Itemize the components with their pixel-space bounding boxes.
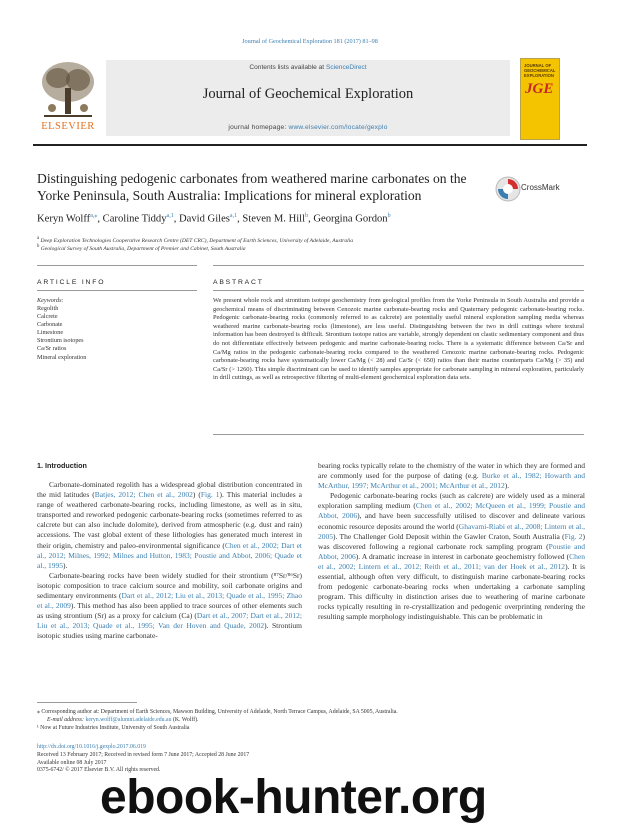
divider-left-2 [37, 290, 197, 291]
section-heading-introduction: 1. Introduction [37, 461, 87, 470]
abstract-bottom-rule [213, 434, 584, 435]
citation-link[interactable]: Chen et al., 2002; Lintern et al., 2012; Reith et al., 2011; van der Hoek et al., 2012 [318, 551, 586, 571]
article-title: Distinguishing pedogenic carbonates from weathered marine carbonates on the Yorke Peninsula, South Australia: Implications for mineral exploration [37, 171, 467, 203]
article-info-heading: ARTICLE INFO [37, 279, 106, 286]
author-name[interactable]: Keryn Wolff [37, 213, 91, 225]
body-text: ) isotopic composition to trace calcium source and mobility, soil carbonate origins and sedimentary environments ( [37, 570, 302, 601]
body-text: ). A dramatic increase in interest in carbonate geochemistry followed ( [355, 551, 570, 561]
divider-right [213, 265, 584, 266]
affiliation-a-marker: a [37, 236, 40, 241]
author-name[interactable]: Steven M. Hill [242, 213, 306, 225]
keyword-item: Regolith [37, 305, 59, 312]
body-text: ). This material includes a range of weathered carbonate-bearing rocks, including limestone, as well as in situ, transported and reworked pedogenic carbonate-bearing rocks (sometimes referred to as calcrete but can also include dolomite), derived from atmospheric (e.g. dust and rain) accessions. The vast global extent of these lithologies has generated much interest in their origin, chemistry and paleo-environmental significance ( [37, 490, 302, 550]
keyword-item: Strontium isotopes [37, 337, 84, 345]
keywords-label: Keywords: [37, 297, 64, 304]
author-affiliation-marker: a,1 [166, 213, 174, 219]
body-column-left [37, 480, 302, 642]
watermark: ebook-hunter.org [100, 771, 487, 824]
affiliation-a-text: Deep Exploration Technologies Cooperative Research Centre (DET CRC), Department of Earth Sciences, University of Adelaide, Australia [40, 237, 354, 244]
footnote-1: ¹ Now at Future Industries Institute, University of South Australia [37, 725, 190, 731]
citation-link[interactable]: Fig. 1 [200, 490, 220, 500]
publisher-wordmark: ELSEVIER [41, 121, 95, 132]
affiliation-b-text: Geological Survey of South Australia, Department of Premier and Cabinet, South Australia [40, 245, 246, 252]
footnote-rule [37, 702, 137, 703]
author-affiliation-marker: a,⁎ [90, 213, 98, 219]
keyword-item: Ca/Sr ratios [37, 345, 67, 353]
divider-left [37, 265, 197, 266]
body-paragraph [318, 461, 585, 491]
abstract-text: We present whole rock and strontium isotope geochemistry from geological profiles from the Yorke Peninsula in South Australia and provide a geochemical means of discriminating between Cenozoic marine carbonate-bearing rocks and Quaternary pedogenic carbonate-bearing rocks. Pedogenic carbonate-bearing rocks (commonly referred to as calcrete) are potentially useful mineral exploration sampling media whereas weathered marine carbonate-bearing rocks (limestone), are less useful. Distinguishing between the two in drill cuttings where textural information has been destroyed is difficult. Strontium isotope ratios are variable, strongly dependent on clastic sedimentary component and thus do not differentiate effectively between pedogenic and marine carbonate-bearing rocks. There is a systematic difference between Ca/Sr and Ca/Mg ratios in the pedogenic carbonate-bearing rocks compared to the weathered Cenozoic marine carbonate-bearing rocks. Pedogenic carbonate-bearing rocks have systematically lower Ca/Mg (< 28) and Ca/Sr (< 650) ratios than their marine counterparts Ca/Mg (> 35) and Ca/Sr (> 1260). This simple discriminant can be used to identify samples appropriate for carbonate sampling in mineral exploration, particularly in drill cuttings, as well as retrospective filtering of multi-element geochemical exploration data sets. [213, 297, 584, 382]
keyword-item: Limestone [37, 329, 64, 337]
body-text: ). The Challenger Gold Deposit within the Gawler Craton, South Australia ( [333, 531, 565, 541]
elsevier-tree-logo [34, 58, 102, 120]
online-date: Available online 08 July 2017 [37, 759, 107, 766]
crossmark-icon[interactable] [495, 176, 521, 202]
homepage-prefix: journal homepage: [228, 124, 287, 131]
cover-abbrev: JGE [525, 81, 554, 97]
affiliation-b-marker: b [37, 244, 40, 249]
footnotes [37, 708, 577, 732]
author-list: Keryn Wolff$^{a,⁎}$, Caroline Tiddy$^{a,1}$, David Giles$^{a,1}$, Steven M. Hill$^b$, Georgina Gordon$^b$ [37, 213, 391, 225]
copyright: 0375-6742/ © 2017 Elsevier B.V. All rights reserved. [37, 767, 161, 774]
corresponding-author-note: ⁎ Corresponding author at: Department of Earth Sciences, Mawson Building, University of Adelaide, North Terrace Campus, Adelaide, SA 5005, Australia. [37, 709, 398, 715]
keyword-item: Carbonate [37, 321, 63, 329]
divider-right-2 [213, 290, 584, 291]
author-affiliation-marker: b [305, 213, 309, 219]
author-name[interactable]: David Giles [179, 213, 230, 225]
body-text: bearing rocks typically relate to the chemistry of the water in which they are formed and are commonly used for the purpose of dating (e.g. [318, 461, 585, 481]
sciencedirect-link[interactable]: ScienceDirect [325, 64, 367, 71]
author-affiliation-marker: b [387, 213, 391, 219]
citation-link[interactable]: Chen et al., 2002; McQueen et al., 1999; Poustie and Abbot, 2006 [318, 501, 585, 521]
doi-link[interactable]: http://dx.doi.org/10.1016/j.gexplo.2017.06.019 [37, 744, 146, 750]
body-text: ) ( [192, 490, 201, 500]
citation-link[interactable]: Poustie and Abbot, 2006 [318, 541, 585, 561]
homepage-link[interactable]: www.elsevier.com/locate/gexplo [288, 124, 388, 131]
contents-prefix: Contents lists available at [249, 64, 325, 71]
cover-title: JOURNAL OF GEOCHEMICAL EXPLORATION [524, 63, 556, 78]
citation-link[interactable]: Dart et al., 2012; Liu et al., 2013; Quade et al., 1995; Zhao et al., 2009 [37, 591, 302, 611]
citation-link[interactable]: Batjes, 2012; Chen et al., 2002 [94, 490, 193, 500]
journal-homepage [106, 124, 510, 131]
body-text: ), and have been successfully utilised to discover and delineate various economic resource deposits around the world ( [318, 511, 585, 531]
keyword-item: Mineral exploration [37, 353, 87, 361]
body-text: Carbonate-dominated regolith has a widespread global distribution concentrated in the mid latitudes ( [37, 480, 302, 500]
citation-link[interactable]: Burke et al., 1982; Howarth and McArthur, 1997; McArthur et al., 2001; McArthur et al., 2012 [318, 471, 585, 491]
citation-link[interactable]: Ghavami-Riabi et al., 2008; Lintern et al., 2005 [318, 521, 585, 541]
journal-reference[interactable]: Journal of Geochemical Exploration 181 (2017) 81–98 [242, 38, 378, 45]
body-text: ). Strontium isotopic studies using marine carbonate- [37, 621, 302, 641]
body-text: Pedogenic carbonate-bearing rocks (such as calcrete) are widely used as a mineral exploration sampling medium ( [318, 491, 585, 511]
body-text: ). [63, 560, 68, 570]
body-paragraph [37, 480, 302, 571]
affiliation-b [37, 243, 577, 253]
body-text: ) was discovered following a regional carbonate rock sampling program ( [318, 531, 585, 551]
body-text: Carbonate-bearing rocks have been widely studied for their strontium ( [49, 570, 274, 580]
body-paragraph [37, 571, 302, 642]
citation-link[interactable]: Fig. 2 [564, 531, 583, 541]
author-name[interactable]: Caroline Tiddy [102, 213, 167, 225]
email-label: E-mail address: [47, 717, 84, 723]
email-line [37, 716, 577, 724]
body-text: ). This method has also been applied to trace sources of other elements such as using strontium (Sr) as a proxy for calcium (Ca) ( [37, 601, 302, 621]
body-text: ). It is essential, although often very difficult, to distinguish marine carbonate-bearing rocks from pedogenic carbonate-bearing rocks when undertaking a carbonate sampling program. This difficulty in distinction arises due to weathering of marine carbonate rocks typically resulting in re-crystallization and pedogenic overprinting rendering the resulting sample morphology indistinguishable. This can be problematic in [318, 561, 585, 622]
email-link[interactable]: keryn.wolff@alumni.adelaide.edu.au [85, 717, 172, 723]
citation-link[interactable]: Dart et al., 2007; Dart et al., 2012; Liu et al., 2013; Quade et al., 1995; Van der Hoven and Quade, 2002 [37, 611, 302, 631]
journal-title: Journal of Geochemical Exploration [202, 86, 414, 102]
citation-link[interactable]: Chen et al., 2002; Dart et al., 2012; Milnes, 1992; Milnes and Hutton, 1983; Poustie and Abbot, 2006; Quade et al., 1995 [37, 540, 302, 570]
email-suffix: (K. Wolff). [172, 717, 199, 723]
body-paragraph [318, 491, 585, 622]
body-column-right [318, 461, 585, 623]
abstract-heading: ABSTRACT [213, 279, 264, 286]
author-affiliation-marker: a,1 [229, 213, 238, 219]
author-name[interactable]: Georgina Gordon [313, 213, 388, 225]
keyword-item: Calcrete [37, 313, 58, 321]
body-text: ⁸⁷Sr/⁸⁶Sr [273, 570, 300, 580]
keywords-list [37, 305, 86, 362]
body-text: ). [504, 481, 510, 491]
received-dates: Received 13 February 2017; Received in revised form 7 June 2017; Accepted 28 June 2017 [37, 751, 250, 758]
crossmark-label[interactable]: CrossMark [521, 183, 560, 192]
header-rule [33, 144, 587, 146]
contents-line [106, 64, 510, 71]
journal-cover-thumbnail[interactable] [520, 58, 560, 140]
